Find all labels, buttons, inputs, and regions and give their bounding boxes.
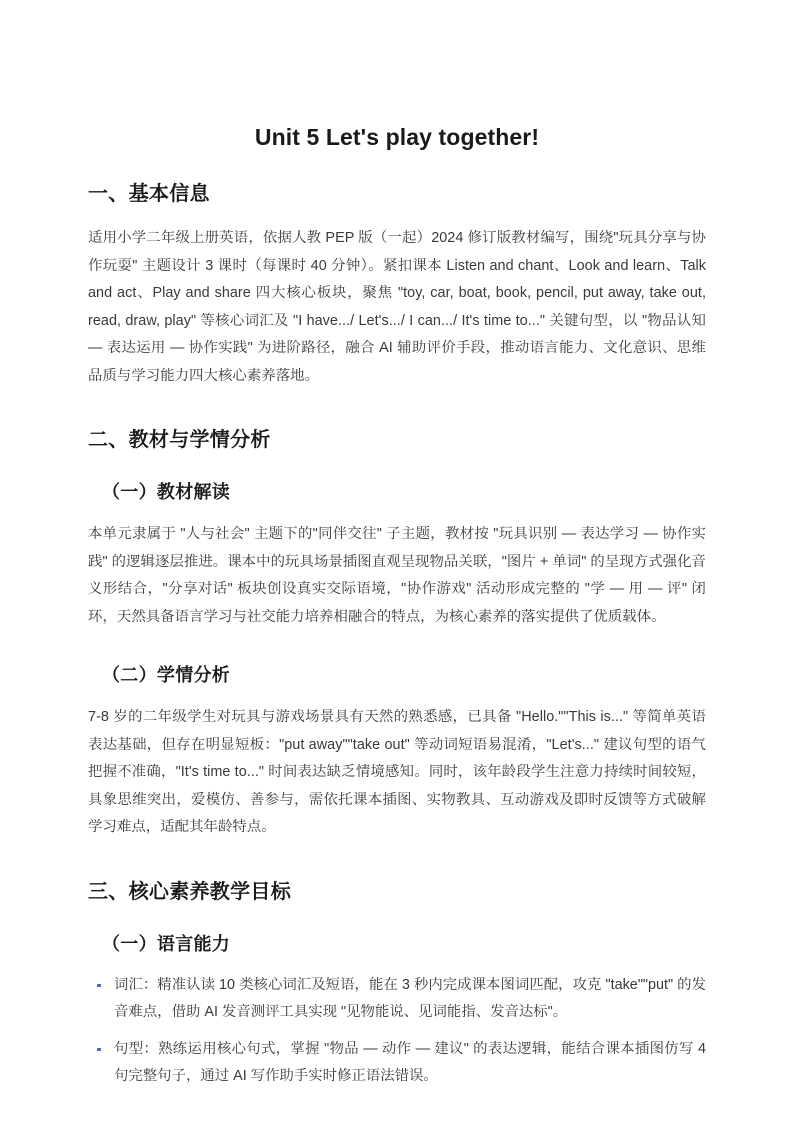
spacer [88, 454, 706, 479]
spacer [88, 906, 706, 931]
spacer [88, 631, 706, 662]
spacer [88, 957, 706, 972]
paragraph-student-analysis: 7-8 岁的二年级学生对玩具与游戏场景具有天然的熟悉感，已具备 "Hello.""This is..." 等简单英语表达基础，但存在明显短板："put away""take out" 等动词短语易混淆，"Let's..." 建议句型的语气把握不准确，"It's time to..." 时间表达缺乏情境感知。同时，该年龄段学生注意力持续时间较短，具象思维突出，爱模仿、善参与，需依托课本插图、实物教具、互动游戏及即时反馈等方式破解学习难点，适配其年龄特点。 [88, 709, 706, 835]
spacer [88, 688, 706, 704]
page-title: Unit 5 Let's play together! [254, 124, 540, 150]
spacer [88, 390, 706, 426]
bullet-point-icon [97, 1048, 101, 1052]
list-item-text: 词汇：精准认读 10 类核心词汇及短语，能在 3 秒内完成课本图词匹配，攻克 "take""put" 的发音难点，借助 AI 发音测评工具实现 "见物能说、见词能指、发音达标"。 [114, 976, 706, 1020]
spacer [88, 505, 706, 521]
section-heading-material-analysis: 二、教材与学情分析 [88, 429, 271, 451]
list-item [88, 1036, 706, 1091]
list-item-text: 句型：熟练运用核心句式，掌握 "物品 — 动作 — 建议" 的表达逻辑，能结合课本插图仿写 4 句完整句子，通过 AI 写作助手实时修正语法错误。 [114, 1040, 706, 1084]
bullet-point-icon [97, 984, 101, 988]
section-heading-core-literacy-goals: 三、核心素养教学目标 [88, 880, 291, 903]
list-item [88, 972, 706, 1027]
sub-heading-language-ability: （一）语言能力 [102, 933, 231, 954]
sub-heading-material-interpretation: （一）教材解读 [102, 482, 231, 502]
paragraph-basic-info: 适用小学二年级上册英语，依据人教 PEP 版（一起）2024 修订版教材编写，围绕"玩具分享与协作玩耍" 主题设计 3 课时（每课时 40 分钟）。紧扣课本 Listen and chant、Look and learn、Talk and act、Play and share 四大核心板块，聚焦 "toy, car, boat, book, pencil, put away, take out, read, draw, play" 等核心词汇及 "I have.../ Let's.../ I can.../ It's time to..." 关键句型，以 "物品认知 — 表达运用 — 协作实践" 为进阶路径，融合 AI 辅助评价手段，推动语言能力、文化意识、思维品质与学习能力四大核心素养落地。 [88, 230, 706, 384]
section-heading-basic-info: 一、基本信息 [88, 183, 210, 205]
spacer [88, 208, 706, 225]
paragraph-material-interpretation: 本单元隶属于 "人与社会" 主题下的"同伴交往" 子主题，教材按 "玩具识别 — 表达学习 — 协作实践" 的逻辑逐层推进。课本中的玩具场景插图直观呈现物品关联，"图片 + 单词" 的呈现方式强化音义形结合，"分享对话" 板块创设真实交际语境，"协作游戏" 活动形成完整的 "学 — 用 — 评" 闭环，天然具备语言学习与社交能力培养相融合的特点，为核心素养的落实提供了优质载体。 [88, 526, 706, 625]
language-ability-bullet-list [88, 972, 706, 1091]
spacer [88, 152, 706, 180]
sub-heading-student-analysis: （二）学情分析 [102, 665, 231, 685]
spacer [88, 842, 706, 878]
